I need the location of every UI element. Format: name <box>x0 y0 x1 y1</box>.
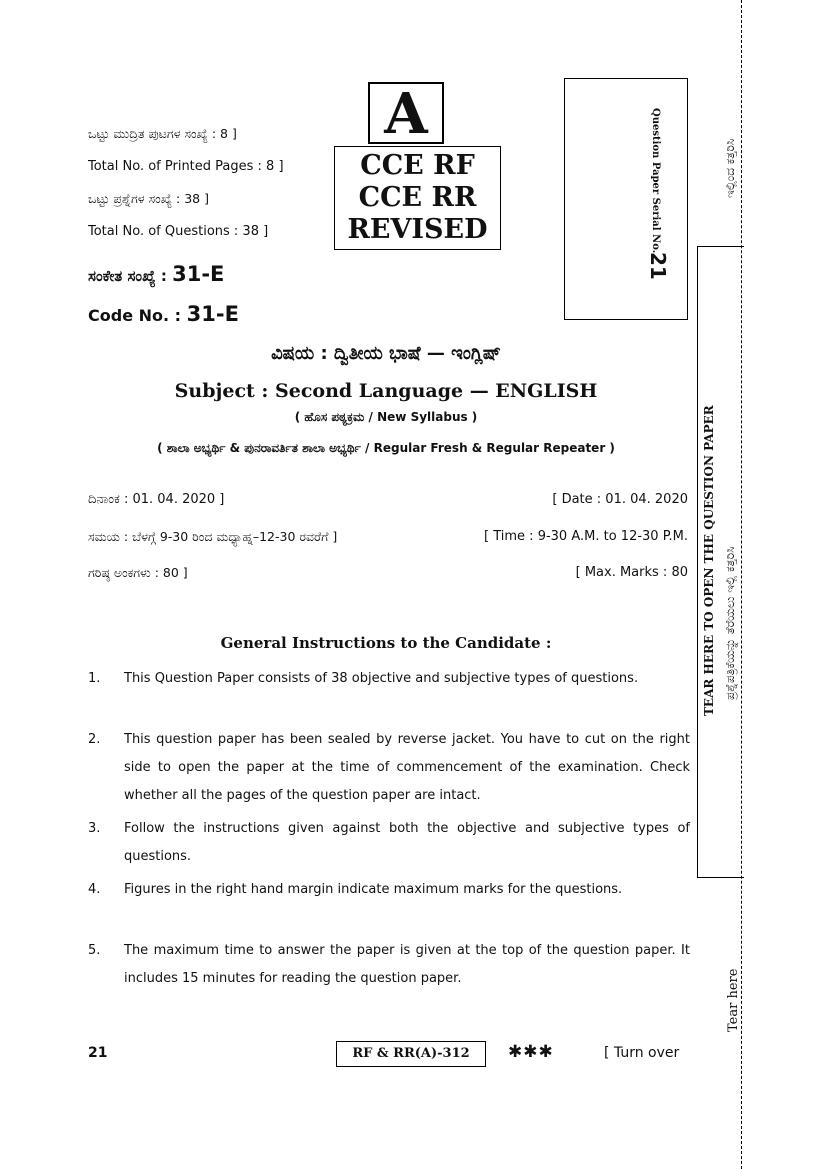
code-number-kn-value: 31-E <box>172 262 225 286</box>
date: [ Date : 01. 04. 2020 <box>552 492 688 507</box>
max-marks-kn: ಗರಿಷ್ಠ ಅಂಕಗಳು : 80 ] <box>88 565 188 580</box>
exam-type-line-2: CCE RR <box>358 182 477 213</box>
candidate-type: ( ಶಾಲಾ ಅಭ್ಯರ್ಥಿ & ಪುನರಾವರ್ತಿತ ಶಾಲಾ ಅಭ್ಯರ್ಥಿ / Regular Fresh & Regular Repeater ) <box>157 441 615 455</box>
serial-number: 21 <box>646 252 670 280</box>
max-marks: [ Max. Marks : 80 <box>575 565 688 580</box>
tear-top-label-kn: ಇಲ್ಲಿಂದ ಕತ್ತರಿಸಿ <box>723 138 737 198</box>
instruction-number: 5. <box>88 943 101 958</box>
exam-type-line-1: CCE RF <box>360 150 475 181</box>
version-letter-box: A <box>368 82 444 144</box>
instruction-item <box>88 876 690 904</box>
tear-here-label: Tear here <box>726 968 741 1032</box>
total-pages-kn: ಒಟ್ಟು ಮುದ್ರಿತ ಪುಟಗಳ ಸಂಖ್ಯೆ : 8 ] <box>88 126 237 141</box>
tear-open-label-kn: ಪ್ರಶ್ನೆಪತ್ರಿಕೆಯನ್ನು ತೆರೆಯಲು ಇಲ್ಲಿ ಕತ್ತರಿಸಿ <box>723 546 737 700</box>
instruction-text: The maximum time to answer the paper is given at the top of the question paper. It includes 15 minutes for reading the question paper. <box>124 943 690 986</box>
instruction-item <box>88 815 690 871</box>
instructions-title: General Instructions to the Candidate : <box>220 634 552 652</box>
instruction-item <box>88 665 690 693</box>
footer-page-code: 21 <box>88 1045 108 1061</box>
code-number-label: Code No. : <box>88 306 182 325</box>
code-number-kn <box>88 262 224 286</box>
exam-type-box <box>334 146 501 250</box>
instruction-text: Figures in the right hand margin indicate maximum marks for the questions. <box>124 882 623 897</box>
time-kn: ಸಮಯ : ಬೆಳಗ್ಗೆ 9-30 ರಿಂದ ಮಧ್ಯಾಹ್ನ–12-30 ರವರೆಗೆ ] <box>88 529 338 544</box>
instruction-item <box>88 937 690 993</box>
total-questions: Total No. of Questions : 38 ] <box>88 224 269 239</box>
instruction-number: 2. <box>88 732 101 747</box>
code-number-kn-label: ಸಂಕೇತ ಸಂಖ್ಯೆ : <box>88 267 167 285</box>
total-questions-kn: ಒಟ್ಟು ಪ್ರಶ್ನೆಗಳ ಸಂಖ್ಯೆ : 38 ] <box>88 191 209 206</box>
serial-number-label: Question Paper Serial No. <box>650 108 661 254</box>
total-pages: Total No. of Printed Pages : 8 ] <box>88 159 284 174</box>
instruction-item <box>88 726 690 810</box>
date-kn: ದಿನಾಂಕ : 01. 04. 2020 ] <box>88 492 225 507</box>
instruction-number: 1. <box>88 671 101 686</box>
syllabus-note: ( ಹೊಸ ಪಠ್ಯಕ್ರಮ / New Syllabus ) <box>294 410 478 424</box>
serial-number-box <box>564 78 688 320</box>
code-number <box>88 302 239 326</box>
time: [ Time : 9-30 A.M. to 12-30 P.M. <box>484 529 688 544</box>
turn-over-label: [ Turn over <box>604 1045 680 1061</box>
instruction-text: Follow the instructions given against both the objective and subjective types of questions. <box>124 821 690 864</box>
footer-paper-code: RF & RR(A)-312 <box>336 1041 486 1067</box>
exam-type-line-3: REVISED <box>347 214 488 245</box>
instruction-number: 3. <box>88 821 101 836</box>
instruction-number: 4. <box>88 882 101 897</box>
subject-title: Subject : Second Language — ENGLISH <box>174 380 598 402</box>
tear-open-label: TEAR HERE TO OPEN THE QUESTION PAPER <box>702 405 716 716</box>
tear-dashed-line[interactable] <box>741 0 742 1169</box>
instruction-text: This Question Paper consists of 38 objective and subjective types of questions. <box>124 671 639 686</box>
code-number-value: 31-E <box>186 302 239 326</box>
footer-stars: ✱✱✱ <box>508 1042 554 1062</box>
subject-title-kn: ವಿಷಯ : ದ್ವಿತೀಯ ಭಾಷೆ — ಇಂಗ್ಲಿಷ್ <box>271 343 501 364</box>
instruction-text: This question paper has been sealed by reverse jacket. You have to cut on the right side to open the paper at the time of commencement of the examination. Check whether all the pages of the question paper are intact. <box>124 732 690 803</box>
